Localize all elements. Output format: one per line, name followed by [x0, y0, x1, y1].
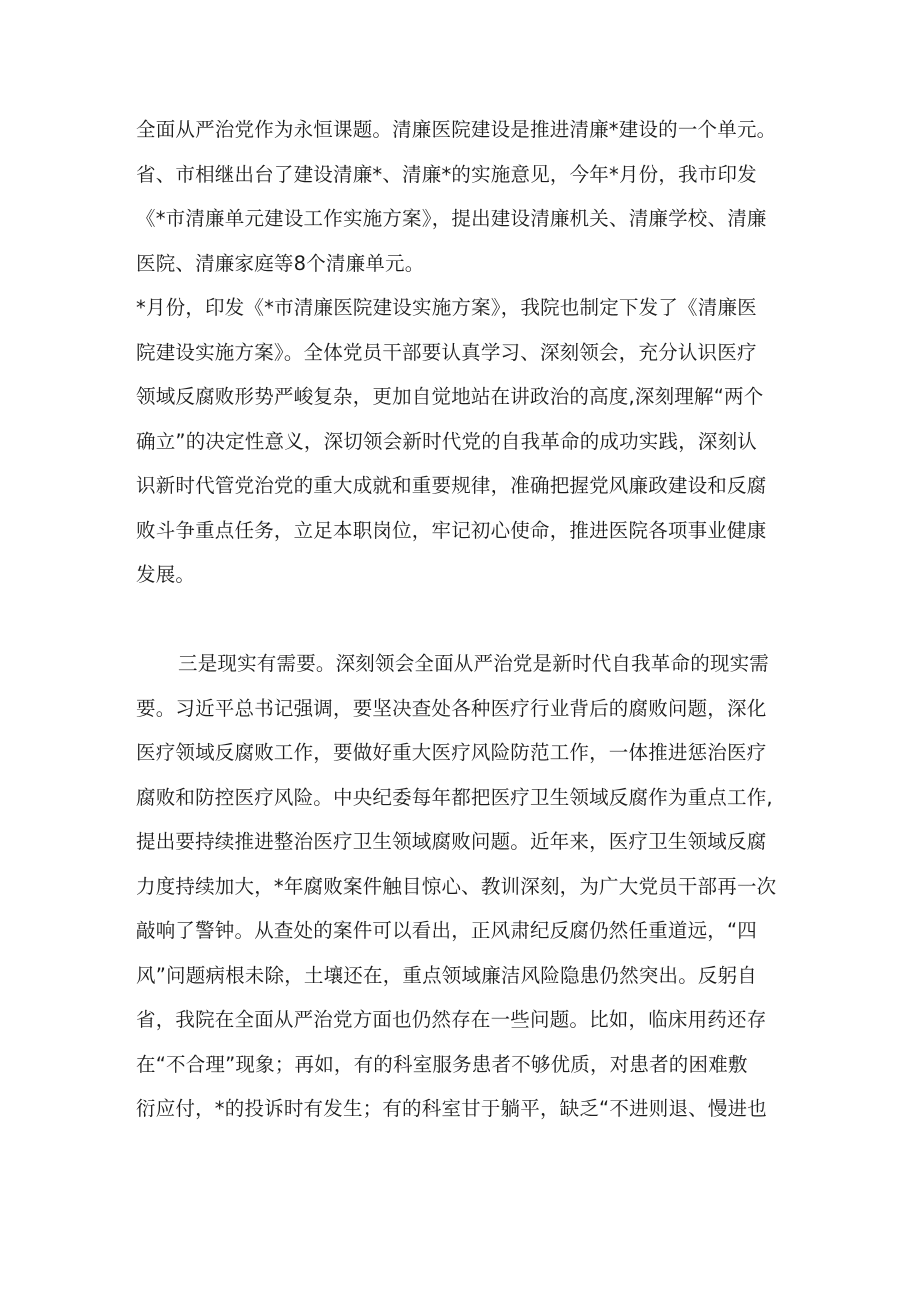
- paragraph-3-line-5: 提出要持续推进整治医疗卫生领域腐败问题。近年来，医疗卫生领域反腐: [136, 830, 767, 853]
- paragraph-2-line-7: 发展。: [136, 563, 196, 586]
- paragraph-1-line-3: 《*市清廉单元建设工作实施方案》，提出建设清廉机关、清廉学校、清廉: [136, 207, 767, 230]
- paragraph-3-line-6: 力度持续加大，*年腐败案件触目惊心、教训深刻，为广大党员干部再一次: [136, 875, 777, 898]
- paragraph-1-line-1: 全面从严治党作为永恒课题。清廉医院建设是推进清廉*建设的一个单元。: [136, 118, 777, 141]
- paragraph-3-line-10: 在“不合理”现象；再如，有的科室服务患者不够优质，对患者的困难敷: [136, 1053, 748, 1076]
- paragraph-2-line-2: 院建设实施方案》。全体党员干部要认真学习、深刻领会，充分认识医疗: [136, 341, 757, 364]
- paragraph-1-line-4: 医院、清廉家庭等8个清廉单元。: [136, 252, 425, 275]
- paragraph-3-line-1: 三是现实有需要。深刻领会全面从严治党是新时代自我革命的现实需: [178, 652, 770, 675]
- paragraph-3-line-9: 省，我院在全面从严治党方面也仍然存在一些问题。比如，临床用药还存: [136, 1008, 767, 1031]
- paragraph-3-line-7: 敲响了警钟。从查处的案件可以看出，正风肃纪反腐仍然任重道远，“四: [136, 919, 758, 942]
- paragraph-3-line-8: 风”问题病根未除，土壤还在，重点领域廉洁风险隐患仍然突出。反躬自: [136, 964, 758, 987]
- paragraph-2-line-5: 识新时代管党治党的重大成就和重要规律，准确把握党风廉政建设和反腐: [136, 474, 767, 497]
- paragraph-3-line-2: 要。习近平总书记强调，要坚决查处各种医疗行业背后的腐败问题，深化: [136, 697, 767, 720]
- paragraph-3-line-11: 衍应付，*的投诉时有发生；有的科室甘于躺平，缺乏“不进则退、慢进也: [136, 1097, 767, 1120]
- paragraph-3-line-3: 医疗领域反腐败工作，要做好重大医疗风险防范工作，一体推进惩治医疗: [136, 741, 767, 764]
- paragraph-2-line-3: 领域反腐败形势严峻复杂，更加自觉地站在讲政治的高度,深刻理解“两个: [136, 385, 764, 408]
- paragraph-2-line-1: *月份，印发《*市清廉医院建设实施方案》，我院也制定下发了《清廉医: [136, 296, 757, 319]
- paragraph-2-line-6: 败斗争重点任务，立足本职岗位，牢记初心使命，推进医院各项事业健康: [136, 519, 767, 542]
- paragraph-2-line-4: 确立”的决定性意义，深切领会新时代党的自我革命的成功实践，深刻认: [136, 430, 758, 453]
- paragraph-1-line-2: 省、市相继出台了建设清廉*、清廉*的实施意见，今年*月份，我市印发: [136, 163, 757, 186]
- paragraph-3-line-4: 腐败和防控医疗风险。中央纪委每年都把医疗卫生领域反腐作为重点工作,: [136, 786, 773, 809]
